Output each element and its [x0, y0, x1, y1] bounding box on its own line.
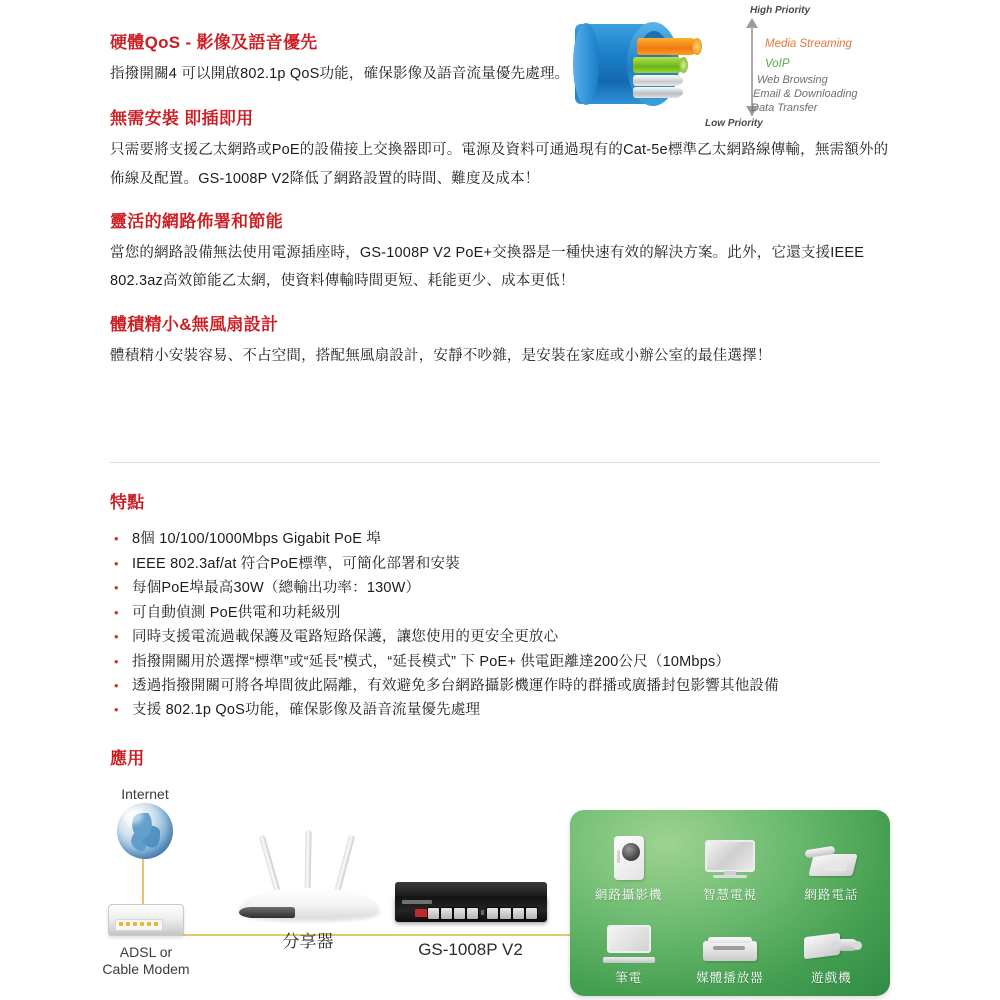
devices-grid: [578, 820, 882, 986]
traffic-label-email-downloading: Email & Downloading: [753, 88, 858, 100]
feature-text: 可自動偵測 PoE供電和功耗級別: [132, 604, 341, 621]
bullet-icon: •: [114, 604, 119, 620]
traffic-label-voip: VoIP: [765, 58, 790, 70]
router-body: [239, 888, 379, 918]
feature-text: IEEE 802.3af/at 符合PoE標準，可簡化部署和安裝: [132, 555, 460, 572]
switch-port: [526, 908, 537, 919]
feature-sections: [110, 0, 890, 388]
section-hardware-qos: [110, 32, 570, 88]
switch-port: [500, 908, 511, 919]
bullet-icon: •: [114, 629, 119, 645]
switch-port: [428, 908, 439, 919]
ip-camera-icon: [614, 828, 644, 880]
application-section: [110, 748, 900, 776]
feature-text: 透過指撥開關可將各埠間彼此隔離，有效避免多台網路攝影機運作時的群播或廣播封包影響其他設備: [132, 678, 779, 694]
device-label-media-player: 媒體播放器: [696, 971, 764, 985]
list-item: [110, 602, 900, 625]
application-title: 應用: [110, 749, 145, 768]
bullet-icon: •: [114, 653, 119, 669]
traffic-label-media-streaming: Media Streaming: [765, 38, 852, 50]
laptop-icon: [603, 911, 655, 963]
modem-icon: [108, 904, 184, 936]
device-label-ip-camera: 網路攝影機: [594, 888, 663, 902]
switch-top-panel: [395, 882, 547, 897]
node-label-switch: GS-1008P V2: [418, 940, 523, 959]
feature-text: 同時支援電流過載保護及電路短路保護，讓您使用的更安全更放心: [132, 629, 559, 646]
device-label-laptop: 筆電: [615, 971, 643, 985]
section-flexible-deployment: [110, 211, 890, 296]
device-cell-laptop: [578, 903, 679, 986]
switch-port-group-1: [427, 907, 479, 920]
high-priority-label: High Priority: [750, 5, 811, 16]
section-compact-fanless: [110, 314, 890, 370]
switch-brand-mark: [402, 900, 432, 904]
globe-icon: [117, 803, 173, 859]
node-internet: [102, 786, 188, 859]
features-title: 特點: [110, 493, 145, 512]
section-title-hardware-qos: 硬體QoS - 影像及語音優先: [110, 33, 318, 52]
node-switch: [378, 882, 563, 961]
game-console-icon: [804, 911, 858, 963]
section-title-compact-fanless: 體積精小&無風扇設計: [110, 314, 279, 334]
device-label-game-console: 遊戲機: [811, 971, 852, 985]
list-item: [110, 675, 900, 698]
section-divider: [110, 462, 880, 463]
feature-text: 指撥開關用於選擇“標準”或“延長”模式，“延長模式” 下 PoE+ 供電距離達200公尺（10Mbps）: [132, 653, 731, 670]
node-modem: [100, 904, 192, 978]
device-cell-smart-tv: [679, 820, 780, 903]
list-item: [110, 577, 900, 600]
switch-port-group-2: [486, 907, 538, 920]
bullet-icon: •: [114, 531, 119, 547]
node-label-modem-line1: ADSL or: [119, 944, 173, 960]
bullet-icon: •: [114, 702, 119, 718]
wire-internet-to-modem: [142, 856, 144, 904]
node-router: [228, 830, 388, 953]
section-plug-and-play: [110, 108, 890, 193]
media-player-icon: [703, 911, 757, 963]
router-icon: [233, 830, 383, 926]
section-title-flexible-deployment: 靈活的網路佈署和節能: [110, 211, 283, 231]
device-cell-media-player: [679, 903, 780, 986]
node-label-modem-line2: Cable Modem: [102, 961, 190, 978]
switch-port: [454, 908, 465, 919]
voip-phone-icon: [805, 828, 857, 880]
modem-leds-icon: [119, 922, 158, 926]
node-label-router: 分享器: [282, 932, 334, 951]
low-priority-label: Low Priority: [705, 118, 763, 129]
device-label-voip-phone: 網路電話: [804, 888, 859, 902]
list-item: [110, 553, 900, 576]
section-title-plug-and-play: 無需安裝 即插即用: [110, 109, 254, 129]
node-label-internet: Internet: [121, 786, 169, 802]
router-antenna-right-icon: [333, 834, 355, 897]
switch-port: [441, 908, 452, 919]
section-body-flexible-deployment: 當您的網路設備無法使用電源插座時，GS-1008P V2 PoE+交換器是一種快速有效的解決方案。此外，它還支援IEEE 802.3az高效節能乙太網，使資料傳輸時間更短、耗能更少、成本更低！: [110, 245, 865, 290]
traffic-label-data-transfer: Data Transfer: [751, 102, 818, 114]
features-list: [110, 528, 900, 723]
bullet-icon: •: [114, 555, 119, 571]
smart-tv-icon: [705, 828, 755, 880]
switch-device-icon: [395, 882, 547, 926]
device-cell-voip-phone: [781, 820, 882, 903]
device-label-smart-tv: 智慧電視: [702, 888, 757, 902]
bullet-icon: •: [114, 580, 119, 596]
features-section: [110, 492, 900, 724]
section-body-compact-fanless: 體積精小安裝容易、不占空間，搭配無風扇設計，安靜不吵雜，是安裝在家庭或小辦公室的最佳選擇！: [110, 347, 772, 364]
switch-port: [513, 908, 524, 919]
switch-front-panel: [395, 896, 547, 922]
list-item: [110, 626, 900, 649]
switch-port: [467, 908, 478, 919]
device-cell-game-console: [781, 903, 882, 986]
feature-text: 8個 10/100/1000Mbps Gigabit PoE 埠: [132, 531, 382, 548]
list-item: [110, 528, 900, 551]
section-body-plug-and-play: 只需要將支援乙太網路或PoE的設備接上交換器即可。電源及資料可通過現有的Cat-5e標準乙太網路線傳輸，無需額外的佈線及配置。GS-1008P V2降低了網路設置的時間、難度及成本！: [110, 142, 889, 187]
list-item: [110, 651, 900, 674]
bullet-icon: •: [114, 678, 119, 693]
switch-port-bank: [427, 907, 538, 920]
traffic-label-web-browsing: Web Browsing: [757, 74, 828, 86]
list-item: [110, 699, 900, 722]
device-cell-ip-camera: [578, 820, 679, 903]
connected-devices-panel: [570, 810, 890, 996]
section-body-hardware-qos: 指撥開關4 可以開啟802.1p QoS功能，確保影像及語音流量優先處理。: [110, 66, 570, 83]
feature-text: 每個PoE埠最高30W（總輸出功率：130W）: [132, 580, 421, 597]
router-antenna-left-icon: [259, 834, 282, 895]
switch-port: [487, 908, 498, 919]
feature-text: 支援 802.1p QoS功能，確保影像及語音流量優先處理: [132, 702, 481, 719]
